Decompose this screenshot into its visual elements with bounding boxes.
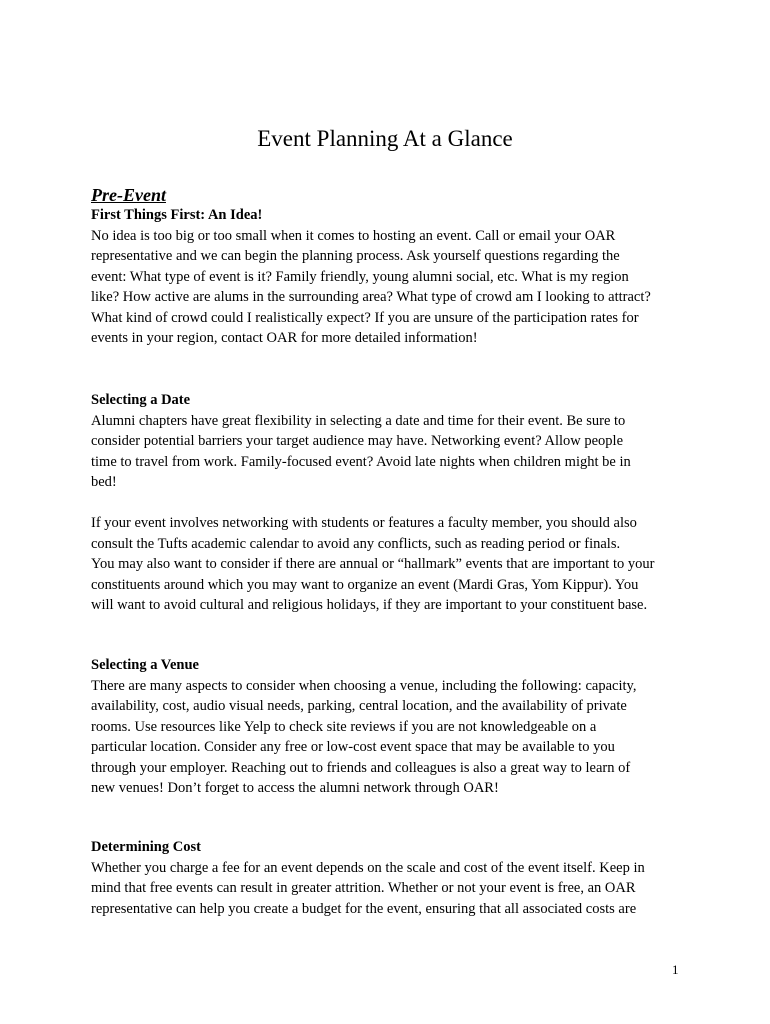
text-line: representative and we can begin the planning process. Ask yourself questions regarding the <box>91 248 620 264</box>
text-line: bed! <box>91 474 117 490</box>
paragraph <box>91 858 691 920</box>
text-line: events in your region, contact OAR for more detailed information! <box>91 330 478 346</box>
subheading-determining-cost: Determining Cost <box>91 839 201 855</box>
text-line: consult the Tufts academic calendar to avoid any conflicts, such as reading period or finals. <box>91 535 621 552</box>
text-line: new venues! Don’t forget to access the alumni network through OAR! <box>91 780 499 796</box>
page-number: 1 <box>672 962 679 977</box>
paragraph <box>91 676 691 799</box>
section-selecting-a-date <box>91 390 691 616</box>
text-line: If your event involves networking with students or features a faculty member, you should also <box>91 515 637 531</box>
text-line: time to travel from work. Family-focused event? Avoid late nights when children might be in <box>91 453 631 470</box>
paragraph <box>91 411 691 493</box>
section-selecting-a-venue <box>91 655 691 799</box>
section-determining-cost <box>91 837 691 919</box>
text-line: What kind of crowd could I realistically expect? If you are unsure of the participation rates for <box>91 309 639 326</box>
section-first-things-first <box>91 184 691 349</box>
text-line: Whether you charge a fee for an event depends on the scale and cost of the event itself. Keep in <box>91 859 645 876</box>
text-line: representative can help you create a budget for the event, ensuring that all associated costs are <box>91 900 637 917</box>
paragraph <box>91 226 691 349</box>
text-line: through your employer. Reaching out to friends and colleagues is also a great way to learn of <box>91 759 631 776</box>
text-line: No idea is too big or too small when it comes to hosting an event. Call or email your OAR <box>91 227 616 244</box>
paragraph <box>91 513 691 616</box>
subheading-selecting-a-venue: Selecting a Venue <box>91 657 199 673</box>
text-line: event: What type of event is it? Family friendly, young alumni social, etc. What is my region <box>91 268 629 285</box>
page-title: Event Planning At a Glance <box>257 126 513 151</box>
text-line: like? How active are alums in the surrounding area? What type of crowd am I looking to attract? <box>91 289 651 305</box>
pre-event-heading: Pre-Event <box>91 185 166 205</box>
text-line: particular location. Consider any free or low-cost event space that may be available to you <box>91 739 615 755</box>
text-line: availability, cost, audio visual needs, parking, central location, and the availability of private <box>91 698 627 714</box>
text-line: mind that free events can result in greater attrition. Whether or not your event is free, an OAR <box>91 880 636 896</box>
subheading-first-things-first: First Things First: An Idea! <box>91 207 263 223</box>
text-line: will want to avoid cultural and religious holidays, if they are important to your constituent base. <box>91 597 648 613</box>
text-line: constituents around which you may want to organize an event (Mardi Gras, Yom Kippur). You <box>91 576 639 593</box>
text-line: There are many aspects to consider when choosing a venue, including the following: capacity, <box>91 677 637 694</box>
text-line: consider potential barriers your target audience may have. Networking event? Allow people <box>91 433 624 449</box>
subheading-selecting-a-date: Selecting a Date <box>91 392 191 408</box>
text-line: Alumni chapters have great flexibility in selecting a date and time for their event. Be sure to <box>91 412 626 429</box>
text-line: You may also want to consider if there are annual or “hallmark” events that are important to your <box>91 556 655 572</box>
text-line: rooms. Use resources like Yelp to check site reviews if you are not knowledgeable on a <box>91 718 597 735</box>
